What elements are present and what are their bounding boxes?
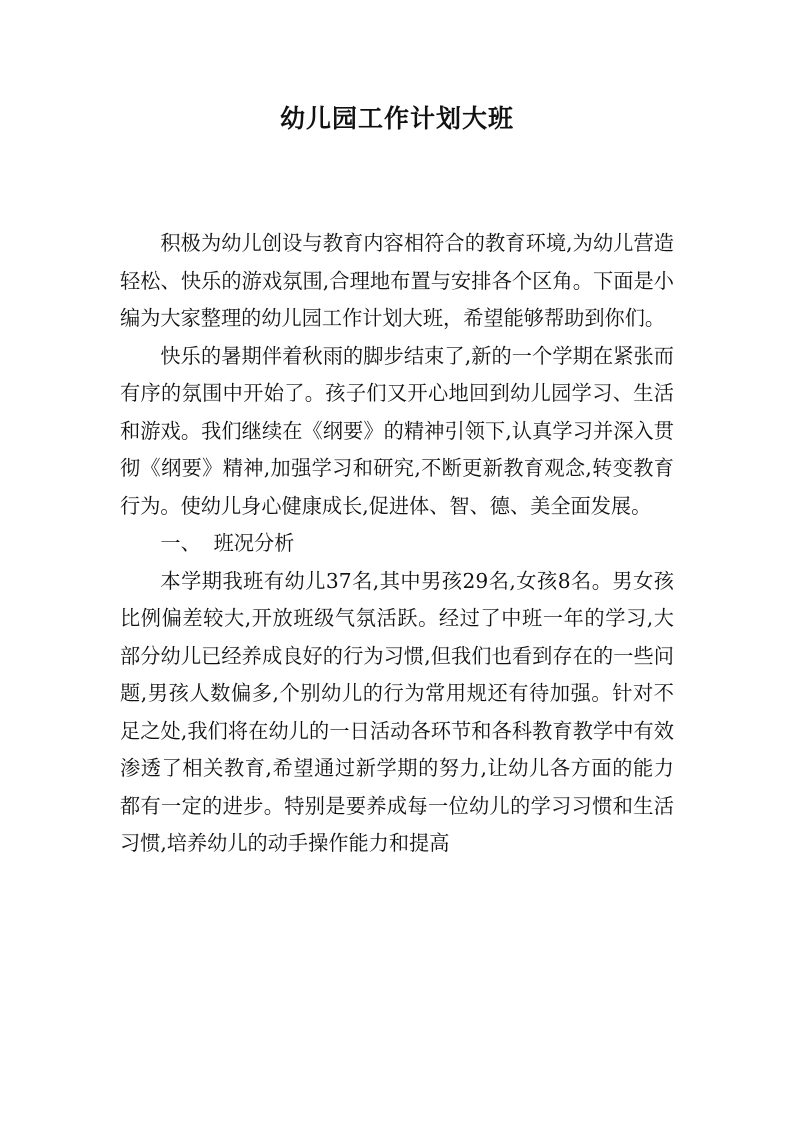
section-heading-class-analysis: 一、 班况分析 [160,531,295,555]
document-body [120,225,674,863]
document-title: 幼儿园工作计划大班 [279,104,514,133]
class-analysis-paragraph: 本学期我班有幼儿37名,其中男孩29名,女孩8名。男女孩比例偏差较大,开放班级气氛活跃。经过了中班一年的学习,大部分幼儿已经养成良好的行为习惯,但我们也看到存在的一些问题,男孩人数偏多,个别幼儿的行为常用规还有待加强。针对不足之处,我们将在幼儿的一日活动各环节和各科教育教学中有效渗透了相关教育,希望通过新学期的努力,让幼儿各方面的能力都有一定的进步。特别是要养成每一位幼儿的学习习惯和生活习惯,培养幼儿的动手操作能力和提高 [120,568,674,855]
opening-paragraph: 快乐的暑期伴着秋雨的脚步结束了,新的一个学期在紧张而有序的氛围中开始了。孩子们又开心地回到幼儿园学习、生活和游戏。我们继续在《纲要》的精神引领下,认真学习并深入贯彻《纲要》精神,加强学习和研究,不断更新教育观念,转变教育行为。使幼儿身心健康成长,促进体、智、德、美全面发展。 [120,343,674,518]
intro-paragraph: 积极为幼儿创设与教育内容相符合的教育环境,为幼儿营造轻松、快乐的游戏氛围,合理地布置与安排各个区角。下面是小编为大家整理的幼儿园工作计划大班，希望能够帮助到你们。 [120,231,674,330]
